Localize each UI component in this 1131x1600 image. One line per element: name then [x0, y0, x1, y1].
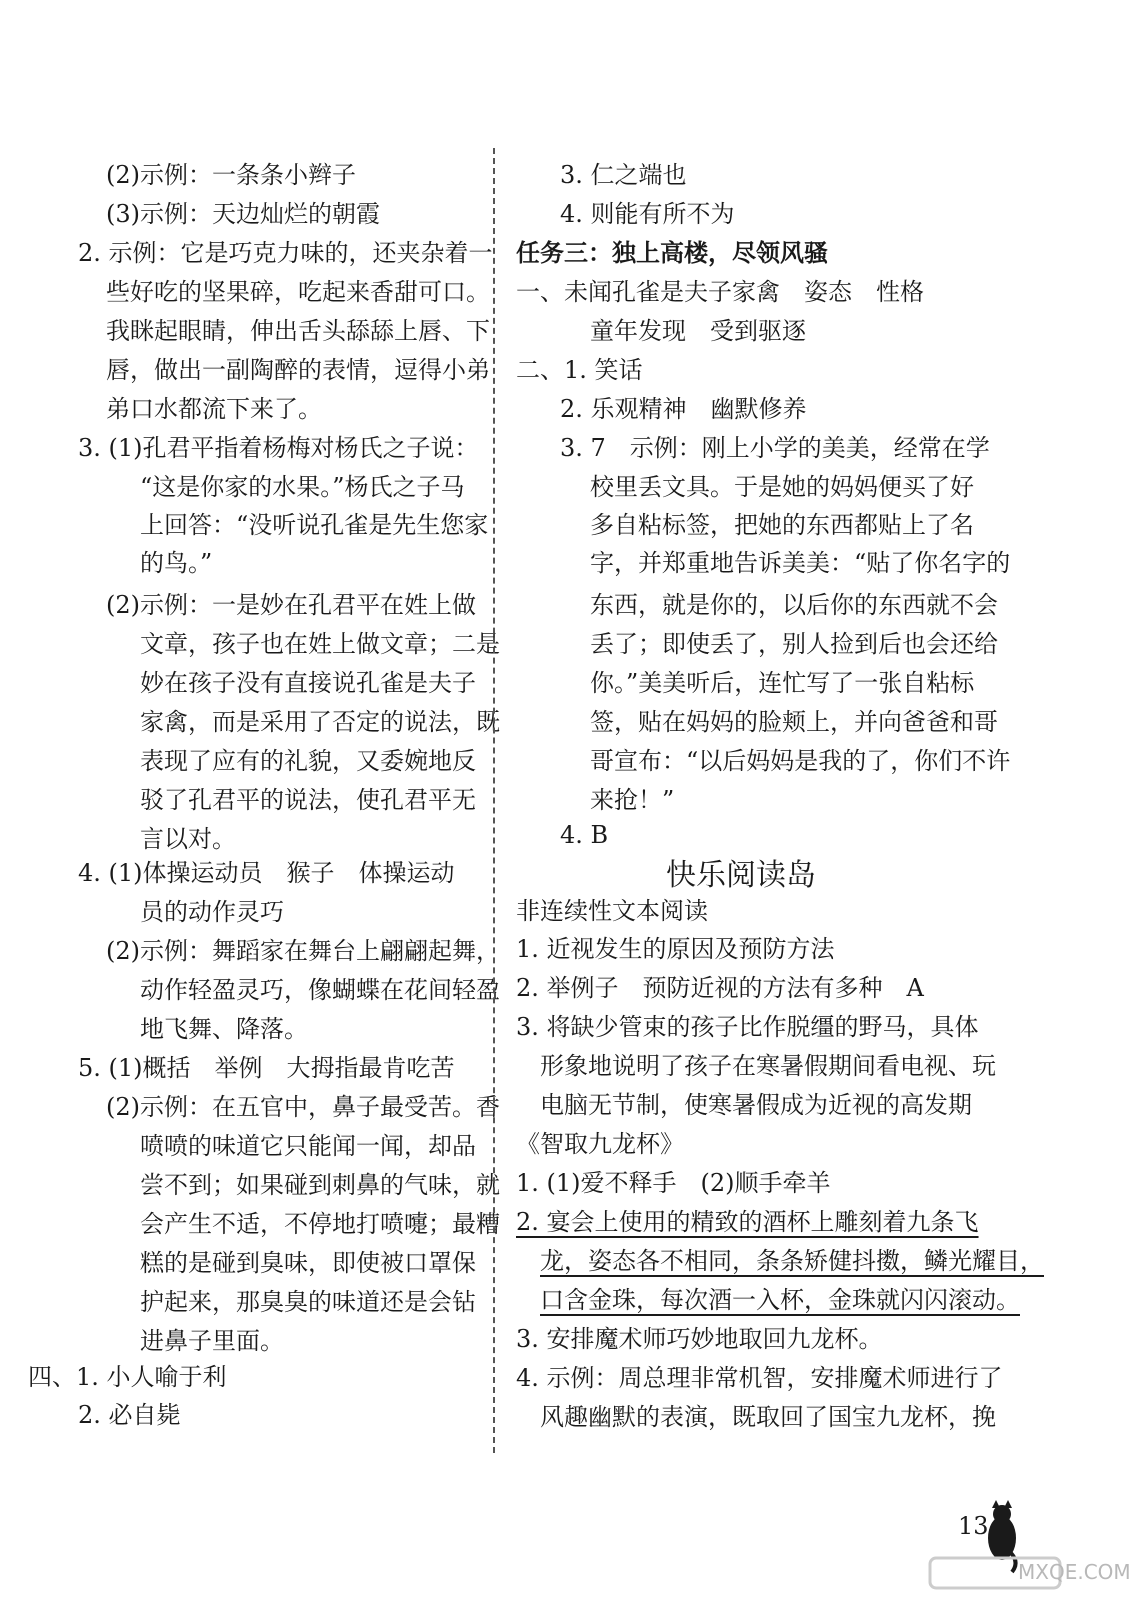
text-line: 喷喷的味道它只能闻一闻，却品 — [140, 1132, 476, 1160]
text-line: 形象地说明了孩子在寒暑假期间看电视、玩 — [540, 1052, 996, 1080]
section-title: 快乐阅读岛 — [666, 858, 816, 893]
watermark-text: MXQE.COM — [1018, 1560, 1131, 1584]
text-line: 3. 将缺少管束的孩子比作脱缰的野马，具体 — [516, 1013, 979, 1041]
text-line: 5. (1)概括 举例 大拇指最肯吃苦 — [78, 1054, 455, 1082]
text-line: 东西，就是你的，以后你的东西就不会 — [590, 591, 998, 619]
text-line: 一、未闻孔雀是夫子家禽 姿态 性格 — [516, 278, 924, 306]
task-heading: 任务三：独上高楼，尽领风骚 — [516, 238, 828, 267]
text-line: 地飞舞、降落。 — [140, 1015, 308, 1043]
text-line: 2. 示例：它是巧克力味的，还夹杂着一 — [78, 239, 493, 267]
text-line: 护起来，那臭臭的味道还是会钻 — [140, 1288, 476, 1316]
text-line: 4. 则能有所不为 — [560, 200, 735, 228]
text-line: 家禽，而是采用了否定的说法，既 — [140, 708, 500, 736]
text-line: 表现了应有的礼貌，又委婉地反 — [140, 747, 476, 775]
text-line: 4. 示例：周总理非常机智，安排魔术师进行了 — [516, 1364, 1003, 1392]
text-line: (2)示例：一是妙在孔君平在姓上做 — [106, 591, 476, 619]
text-line: (2)示例：舞蹈家在舞台上翩翩起舞， — [106, 937, 500, 965]
text-line: 1. (1)爱不释手 (2)顺手牵羊 — [516, 1169, 831, 1197]
text-line: 2. 必自毙 — [78, 1401, 181, 1429]
text-line: 3. 仁之端也 — [560, 161, 687, 189]
column-divider — [493, 148, 495, 1453]
text-line: 驳了孔君平的说法，使孔君平无 — [140, 786, 476, 814]
text-line: 《智取九龙杯》 — [516, 1130, 684, 1158]
text-line: 1. 近视发生的原因及预防方法 — [516, 935, 835, 963]
text-line: 非连续性文本阅读 — [516, 897, 708, 925]
text-line: 尝不到；如果碰到刺鼻的气味，就 — [140, 1171, 500, 1199]
text-line: 童年发现 受到驱逐 — [590, 317, 806, 345]
text-line: 二、1. 笑话 — [516, 356, 643, 384]
text-line: 文章，孩子也在姓上做文章；二是 — [140, 630, 500, 658]
text-line: 糕的是碰到臭味，即使被口罩保 — [140, 1249, 476, 1277]
text-line: 些好吃的坚果碎，吃起来香甜可口。 — [106, 278, 490, 306]
text-line: 哥宣布：“以后妈妈是我的了，你们不许 — [590, 747, 1011, 775]
text-line: 来抢！” — [590, 786, 675, 814]
text-line: 4. (1)体操运动员 猴子 体操运动 — [78, 859, 455, 887]
text-line: 风趣幽默的表演，既取回了国宝九龙杯，挽 — [540, 1403, 996, 1431]
text-line: (2)示例：在五官中，鼻子最受苦。香 — [106, 1093, 500, 1121]
text-line: 4. B — [560, 821, 609, 849]
page-number: 13 — [958, 1512, 989, 1540]
text-line: 我眯起眼睛，伸出舌头舔舔上唇、下 — [106, 317, 490, 345]
text-line: (2)示例：一条条小辫子 — [106, 161, 356, 189]
text-line: 3. (1)孔君平指着杨梅对杨氏之子说： — [78, 434, 479, 462]
text-line: 2. 乐观精神 幽默修养 — [560, 395, 807, 423]
text-line: 会产生不适，不停地打喷嚏；最糟 — [140, 1210, 500, 1238]
text-line: 唇，做出一副陶醉的表情，逗得小弟 — [106, 356, 490, 384]
text-line: 丢了；即使丢了，别人捡到后也会还给 — [590, 630, 998, 658]
text-line: 字，并郑重地告诉美美：“贴了你名字的 — [590, 549, 1011, 577]
text-line: 动作轻盈灵巧，像蝴蝶在花间轻盈 — [140, 976, 500, 1004]
text-line: 校里丢文具。于是她的妈妈便买了好 — [590, 473, 974, 501]
text-line: 2. 举例子 预防近视的方法有多种 A — [516, 974, 924, 1002]
mascot-icon — [988, 1500, 1016, 1572]
text-line: 电脑无节制，使寒暑假成为近视的高发期 — [540, 1091, 972, 1119]
text-line: 的鸟。” — [140, 549, 213, 577]
text-line: 3. 7 示例：刚上小学的美美，经常在学 — [560, 434, 990, 462]
text-line: 员的动作灵巧 — [140, 898, 284, 926]
text-line: 弟口水都流下来了。 — [106, 395, 322, 423]
text-line: 签，贴在妈妈的脸颊上，并向爸爸和哥 — [590, 708, 998, 736]
text-line: 多自粘标签，把她的东西都贴上了名 — [590, 511, 974, 539]
text-line: 言以对。 — [140, 825, 236, 853]
text-line: 进鼻子里面。 — [140, 1327, 284, 1355]
text-line: 上回答：“没听说孔雀是先生您家 — [140, 511, 489, 539]
text-line: 3. 安排魔术师巧妙地取回九龙杯。 — [516, 1325, 883, 1353]
text-line: 口含金珠，每次酒一入杯，金珠就闪闪滚动。 — [540, 1286, 1020, 1314]
text-line: 四、1. 小人喻于利 — [28, 1363, 227, 1391]
text-line: 妙在孩子没有直接说孔雀是夫子 — [140, 669, 476, 697]
text-line: (3)示例：天边灿烂的朝霞 — [106, 200, 380, 228]
text-line: 你。”美美听后，连忙写了一张自粘标 — [590, 669, 975, 697]
text-line: “这是你家的水果。”杨氏之子马 — [140, 473, 465, 501]
text-line: 2. 宴会上使用的精致的酒杯上雕刻着九条飞 — [516, 1208, 979, 1236]
text-line: 龙，姿态各不相同，条条矫健抖擞，鳞光耀目， — [540, 1247, 1044, 1275]
